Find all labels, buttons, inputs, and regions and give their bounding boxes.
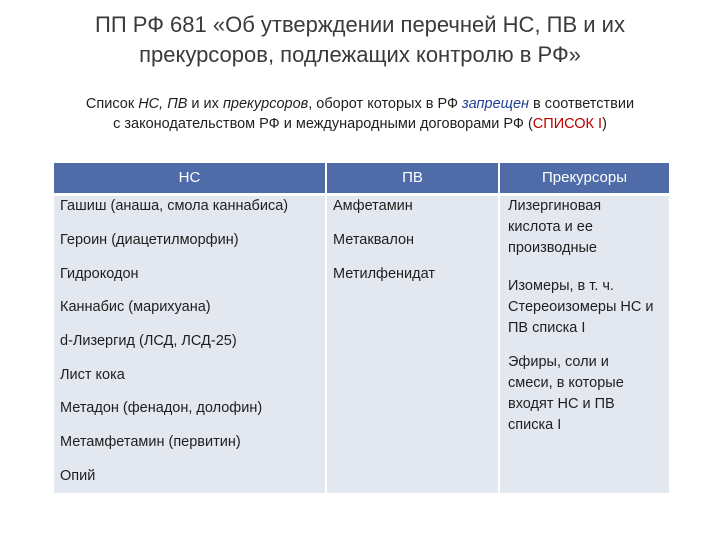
ns-item: Гидрокодон [60, 266, 139, 282]
header-ns: НС [54, 163, 325, 196]
ns-item: Героин (диацетилморфин) [60, 232, 239, 248]
subtitle-text-3: , оборот которых в РФ [308, 96, 463, 112]
precursor-item: Эфиры, соли и смеси, в которые входят НС и ПВ списка I [508, 354, 624, 433]
title-line-1: ПП РФ 681 «Об утверждении перечней НС, ПВ и их [95, 12, 625, 37]
page-title [40, 10, 680, 70]
subtitle-text-6: ) [602, 116, 607, 132]
pv-item: Амфетамин [333, 198, 413, 214]
subtitle-text-1: Список [85, 96, 139, 112]
subtitle-list-label: СПИСОК I [532, 116, 603, 132]
subtitle-text-5: с законодательством РФ и международными договорами РФ ( [113, 116, 533, 132]
pv-item: Метаквалон [333, 232, 415, 248]
subtitle-text-4: в соответствии [529, 96, 635, 112]
subtitle-line-1 [20, 94, 700, 114]
header-precursors: Прекурсоры [500, 163, 669, 196]
substances-table [54, 163, 669, 493]
title-line-2: прекурсоров, подлежащих контролю в РФ» [139, 42, 581, 67]
ns-item: Метамфетамин (первитин) [60, 434, 241, 450]
column-ns [54, 196, 325, 493]
ns-item: Лист кока [60, 367, 125, 383]
pv-item: Метилфенидат [333, 266, 435, 282]
subtitle-text-2: и их [187, 96, 223, 112]
subtitle-line-2 [20, 114, 700, 134]
subtitle [20, 94, 700, 134]
ns-item: Метадон (фенадон, долофин) [60, 400, 263, 416]
subtitle-precursors: прекурсоров [222, 96, 309, 112]
subtitle-ns-pv: НС, ПВ [138, 96, 188, 112]
subtitle-forbidden: запрещен [462, 96, 530, 112]
ns-item: d-Лизергид (ЛСД, ЛСД-25) [60, 333, 237, 349]
precursor-item: Изомеры, в т. ч. Стереоизомеры НС и ПВ списка I [508, 278, 654, 336]
column-pv [327, 196, 498, 493]
precursor-item: Лизергиновая кислота и ее производные [508, 198, 602, 256]
ns-item: Каннабис (марихуана) [60, 299, 211, 315]
header-pv: ПВ [327, 163, 498, 196]
column-precursors [500, 196, 669, 493]
ns-item: Гашиш (анаша, смола каннабиса) [60, 198, 289, 214]
ns-item: Опий [60, 468, 96, 484]
